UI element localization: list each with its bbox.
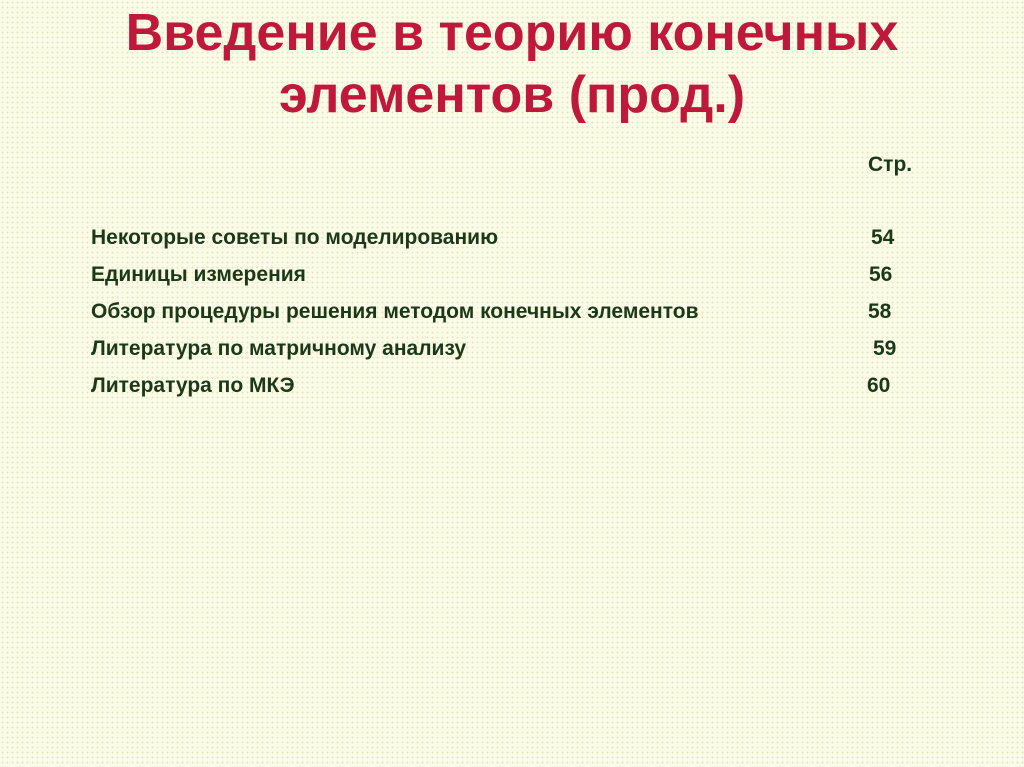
toc-entry [91,374,911,404]
slide-title-line-2: элементов (прод.) [278,66,746,124]
slide-title-line-1: Введение в теорию конечных [125,4,899,62]
toc-entry-label: Литература по МКЭ [91,374,295,397]
toc-entry-label: Обзор процедуры решения методом конечных элементов [91,300,699,323]
toc-entry-label: Литература по матричному анализу [91,337,467,360]
page-column-header: Стр. [868,153,913,176]
toc-entry [91,226,911,256]
toc-entry-page: 56 [869,263,893,286]
toc-entry [91,337,911,367]
toc-entry-page: 54 [871,226,895,249]
toc-entry-label: Некоторые советы по моделированию [91,226,498,249]
toc-entry-label: Единицы измерения [91,263,306,286]
toc-entry-page: 60 [867,374,891,397]
toc-entry-page: 59 [873,337,897,360]
toc-entry [91,300,911,330]
toc-entry [91,263,911,293]
toc-entry-page: 58 [868,300,892,323]
